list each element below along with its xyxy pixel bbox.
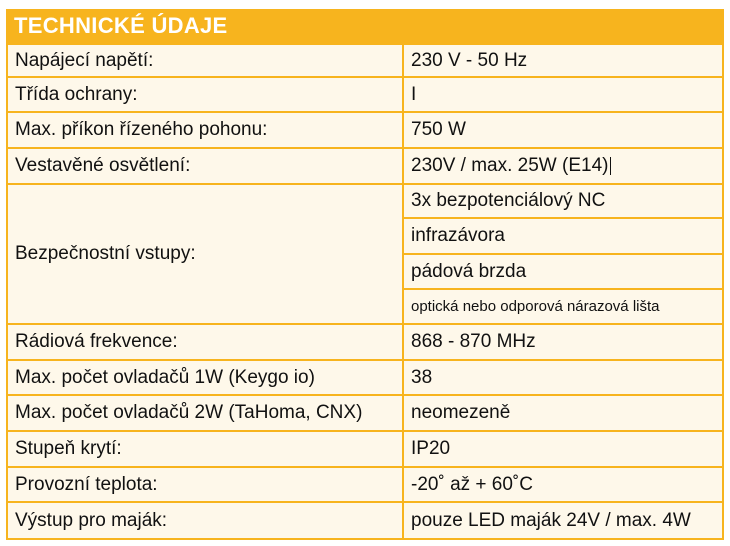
row-label: Rádiová frekvence: [8, 325, 402, 359]
row-value: IP20 [404, 432, 722, 466]
table-title: TECHNICKÉ ÚDAJE [14, 13, 228, 38]
row-label: Bezpečnostní vstupy: [8, 185, 402, 323]
row-value: 38 [404, 361, 722, 394]
text-cursor [610, 157, 611, 175]
row-label: Max. počet ovladačů 1W (Keygo io) [8, 361, 402, 394]
row-label: Max. příkon řízeného pohonu: [8, 113, 402, 147]
row-value: pouze LED maják 24V / max. 4W [404, 503, 722, 538]
row-label: Vestavěné osvětlení: [8, 149, 402, 183]
table-header [6, 9, 724, 43]
row-label: Stupeň krytí: [8, 432, 402, 466]
row-label: Provozní teplota: [8, 468, 402, 501]
row-value [404, 149, 722, 183]
spec-table [6, 9, 724, 540]
row-value: -20˚ až + 60˚C [404, 468, 722, 501]
row-value: I [404, 78, 722, 111]
row-value: 750 W [404, 113, 722, 147]
row-label: Výstup pro maják: [8, 503, 402, 538]
row-value: neomezeně [404, 396, 722, 430]
row-value-text: 230V / max. 25W (E14) [411, 155, 609, 176]
row-value: pádová brzda [404, 255, 722, 288]
row-value: 868 - 870 MHz [404, 325, 722, 359]
row-value: 230 V - 50 Hz [404, 45, 722, 76]
row-label: Max. počet ovladačů 2W (TaHoma, CNX) [8, 396, 402, 430]
row-value: 3x bezpotenciálový NC [404, 185, 722, 217]
row-label: Třída ochrany: [8, 78, 402, 111]
row-value: infrazávora [404, 219, 722, 253]
row-value: optická nebo odporová nárazová lišta [404, 290, 722, 323]
row-label: Napájecí napětí: [8, 45, 402, 76]
